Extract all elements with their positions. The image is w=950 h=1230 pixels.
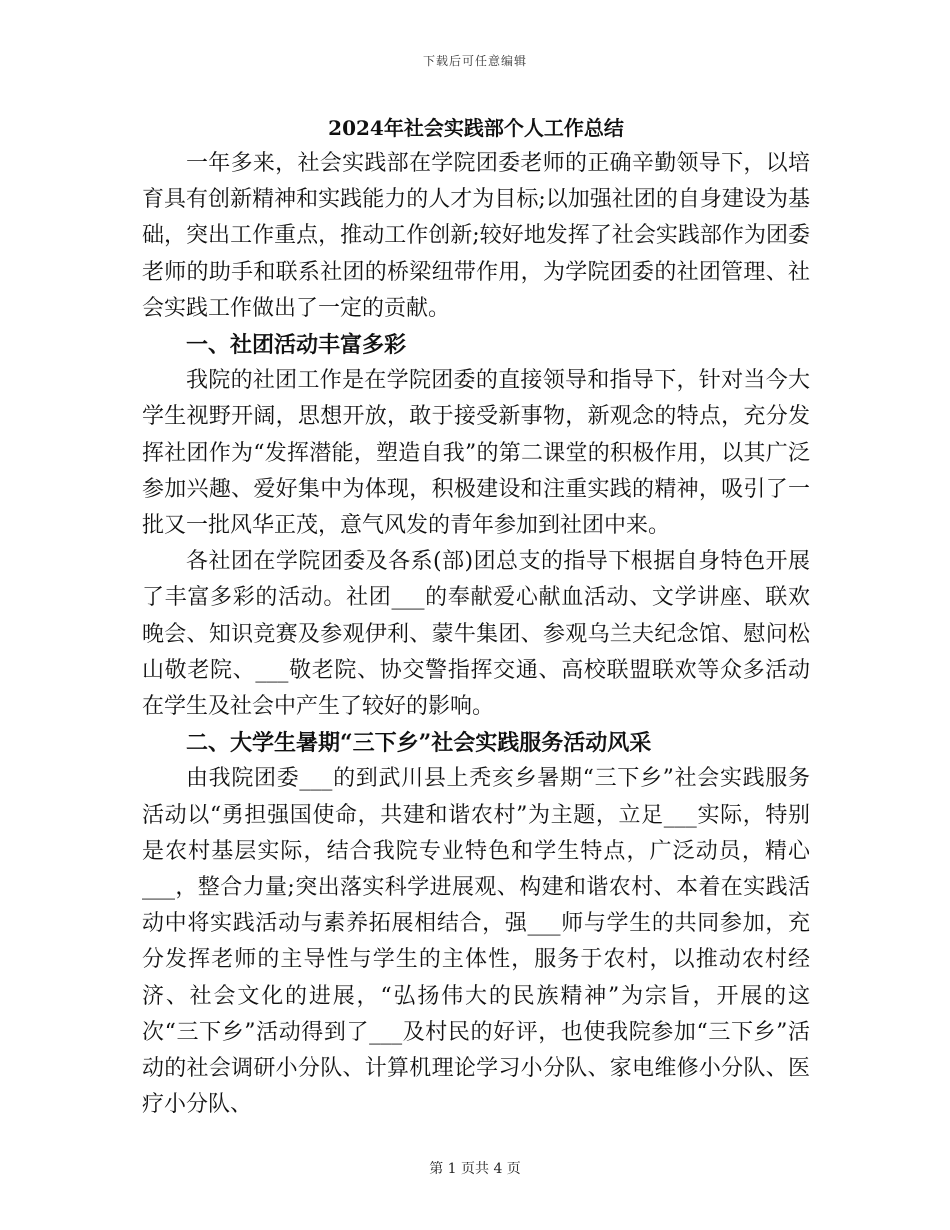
page-footer: 第 1 页共 4 页 — [429, 1161, 521, 1177]
document-body — [142, 110, 810, 1123]
document-title: 2024年社会实践部个人工作总结 — [328, 116, 624, 140]
section-heading-1: 一、社团活动丰富多彩 — [186, 332, 407, 359]
paragraph-clubs: 我院的社团工作是在学院团委的直接领导和指导下，针对当今大学生视野开阔，思想开放，敢于接受新事物，新观念的特点，充分发挥社团作为“发挥潜能，塑造自我”的第二课堂的积极作用，以其广泛参加兴趣、爱好集中为体现，积极建设和注重实践的精神，吸引了一批又一批风华正茂，意气风发的青年参加到社团中来。 — [142, 368, 810, 539]
header-note: 下载后可任意编辑 — [422, 54, 527, 68]
paragraph-summer-practice: 由我院团委___的到武川县上秃亥乡暑期“三下乡”社会实践服务活动以“勇担强国使命，共建和谐农村”为主题，立足___实际，特别是农村基层实际，结合我院专业特色和学生特点，广泛动员，精心___，整合力量;突出落实科学进展观、构建和谐农村、本着在实践活动中将实践活动与素养拓展相结合，强___师与学生的共同参加，充分发挥老师的主导性与学生的主体性，服务于农村，以推动农村经济、社会文化的进展，“弘扬伟大的民族精神”为宗旨，开展的这次“三下乡”活动得到了___及村民的好评，也使我院参加“三下乡”活动的社会调研小分队、计算机理论学习小分队、家电维修小分队、医疗小分队、 — [142, 766, 810, 1118]
paragraph-intro: 一年多来，社会实践部在学院团委老师的正确辛勤领导下，以培育具有创新精神和实践能力的人才为目标;以加强社团的自身建设为基础，突出工作重点，推动工作创新;较好地发挥了社会实践部作为团委老师的助手和联系社团的桥梁纽带作用，为学院团委的社团管理、社会实践工作做出了一定的贡献。 — [142, 151, 810, 321]
paragraph-activities: 各社团在学院团委及各系(部)团总支的指导下根据自身特色开展了丰富多彩的活动。社团___的奉献爱心献血活动、文学讲座、联欢晚会、知识竞赛及参观伊利、蒙牛集团、参观乌兰夫纪念馆、慰问松山敬老院、___敬老院、协交警指挥交通、高校联盟联欢等众多活动在学生及社会中产生了较好的影响。 — [142, 549, 810, 720]
section-heading-2: 二、大学生暑期“三下乡”社会实践服务活动风采 — [186, 730, 652, 757]
